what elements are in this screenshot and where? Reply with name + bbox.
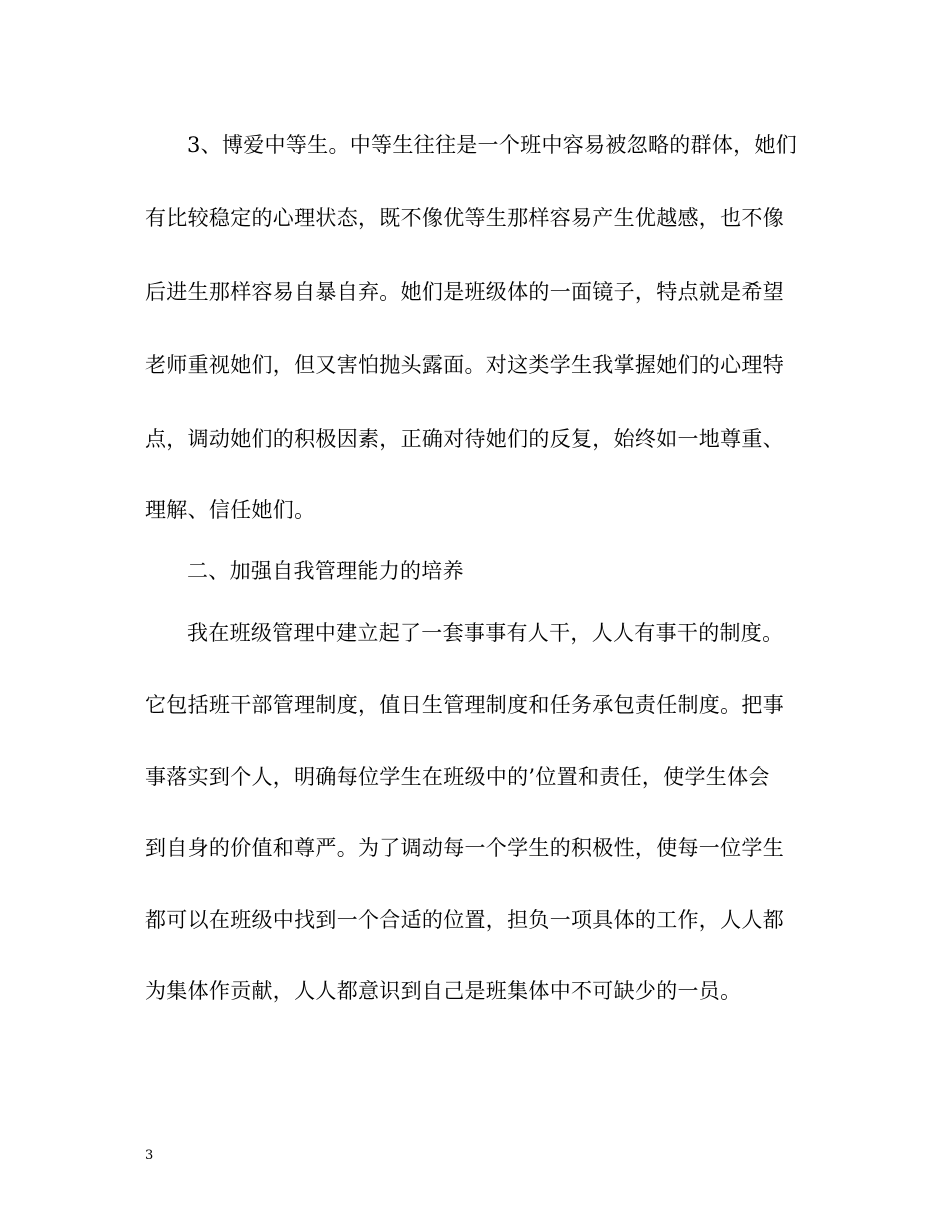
paragraph-2-line-5: 都可以在班级中找到一个合适的位置，担负一项具体的工作，人人都 [145,908,784,932]
paragraph-1-line-6: 理解、信任她们。 [145,498,316,522]
section-heading: 二、加强自我管理能力的培养 [187,559,464,583]
paragraph-1-line-2: 有比较稳定的心理状态，既不像优等生那样容易产生优越感，也不像 [145,206,784,230]
paragraph-1-line-5: 点，调动她们的积极因素，正确对待她们的反复，始终如一地尊重、 [145,427,784,451]
paragraph-1-line-4: 老师重视她们，但又害怕抛头露面。对这类学生我掌握她们的心理特 [145,353,784,377]
paragraph-2-line-6: 为集体作贡献，人人都意识到自己是班集体中不可缺少的一员。 [145,979,742,1003]
paragraph-2-line-3: 事落实到个人，明确每位学生在班级中的’位置和责任，使学生体会 [145,765,770,789]
page-number: 3 [145,1148,154,1163]
paragraph-1-line-1: 3、博爱中等生。中等生往往是一个班中容易被忽略的群体，她们 [187,133,798,157]
paragraph-2-line-1: 我在班级管理中建立起了一套事事有人干，人人有事干的制度。 [187,621,784,645]
paragraph-1-line-3: 后进生那样容易自暴自弃。她们是班级体的一面镜子，特点就是希望 [145,280,784,304]
paragraph-2-line-4: 到自身的价值和尊严。为了调动每一个学生的积极性，使每一位学生 [145,836,784,860]
paragraph-2-line-2: 它包括班干部管理制度，值日生管理制度和任务承包责任制度。把事 [145,693,784,717]
